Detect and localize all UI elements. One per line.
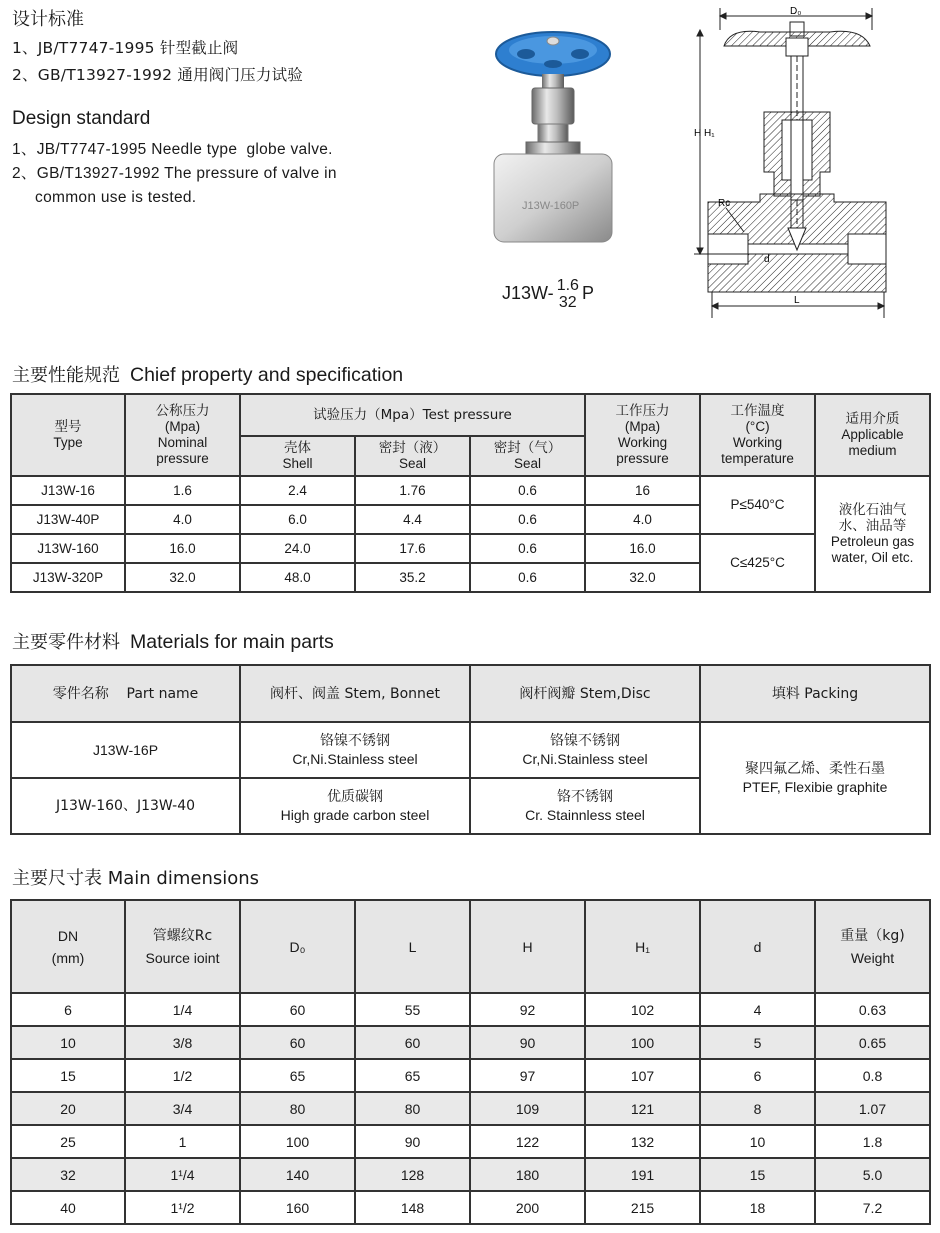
cell-d0: 80 [240,1092,355,1125]
spec-heading-cn: 主要性能规范 [12,365,120,386]
dimensions-table [10,899,931,1225]
cell-dn: 25 [11,1125,125,1158]
hdr-stem-bonnet: 阀杆、阀盖 Stem, Bonnet [240,665,470,722]
cell-rc: 1¹/2 [125,1191,240,1224]
cell-h1: 102 [585,993,700,1026]
cell-working: 32.0 [585,563,700,592]
design-standard-en-title: Design standard [12,108,151,129]
cell-type: J13W-40P [11,505,125,534]
cell-d0: 65 [240,1059,355,1092]
valve-body [494,154,612,242]
cell-rc: 1 [125,1125,240,1158]
valve-cross-section-drawing [690,2,890,320]
dim-label-d0: D₀ [790,6,802,17]
cell-type: J13W-320P [11,563,125,592]
cell-nominal: 16.0 [125,534,240,563]
hdr-l: L [355,900,470,993]
model-num: 1.6 [556,277,579,294]
standard-en-item-1: 1、JB/T7747-1995 Needle type globe valve. [12,141,333,158]
cell-h: 122 [470,1125,585,1158]
materials-heading-cn: 主要零件材料 [12,632,120,653]
hdr-dn: DN (mm) [11,900,125,993]
cell-rc: 3/8 [125,1026,240,1059]
cell-dn: 20 [11,1092,125,1125]
cell-d: 10 [700,1125,815,1158]
cell-type: J13W-16 [11,476,125,505]
cell-type: J13W-160 [11,534,125,563]
table-row [11,1092,930,1125]
hdr-stem-disc: 阀杆阀瓣 Stem,Disc [470,665,700,722]
table-row [11,1125,930,1158]
cell-d: 18 [700,1191,815,1224]
handwheel [496,32,610,76]
table-row [11,1059,930,1092]
cell-weight: 0.65 [815,1026,930,1059]
cell-l: 65 [355,1059,470,1092]
dim-label-h1: H₁ [704,128,715,139]
cell-dn: 10 [11,1026,125,1059]
cell-weight: 0.8 [815,1059,930,1092]
cell-d0: 160 [240,1191,355,1224]
cell-l: 128 [355,1158,470,1191]
cell-weight: 5.0 [815,1158,930,1191]
cell-d0: 60 [240,993,355,1026]
standard-en-item-3: common use is tested. [12,189,197,206]
hdr-working-temp: 工作温度 (°C) Working temperature [700,394,815,476]
cell-d0: 60 [240,1026,355,1059]
body-stamp: J13W-160P [522,200,580,212]
cell-l: 55 [355,993,470,1026]
materials-heading-en: Materials for main parts [130,631,334,653]
materials-table [10,664,931,835]
cell-medium: 液化石油气 水、油品等 Petroleun gas water, Oil etc. [815,476,930,592]
cell-d0: 140 [240,1158,355,1191]
cell-nominal: 32.0 [125,563,240,592]
cell-shell: 24.0 [240,534,355,563]
hdr-h: H [470,900,585,993]
cell-packing: 聚四氟乙烯、柔性石墨 PTEF, Flexibie graphite [700,722,930,834]
table-row [11,1026,930,1059]
cell-h: 97 [470,1059,585,1092]
hdr-d: d [700,900,815,993]
dim-label-rc: Rc [718,198,731,209]
cell-l: 80 [355,1092,470,1125]
dim-label-l: L [794,295,800,306]
cell-weight: 1.8 [815,1125,930,1158]
cell-rc: 1/2 [125,1059,240,1092]
dimensions-body [11,993,930,1224]
cell-seal-gas: 0.6 [470,563,585,592]
cell-shell: 2.4 [240,476,355,505]
hdr-shell: 壳体 Shell [240,436,355,476]
hdr-medium: 适用介质 Applicable medium [815,394,930,476]
hdr-rc: 管螺纹Rc Source ioint [125,900,240,993]
table-row [11,476,930,505]
cell-seal-liquid: 1.76 [355,476,470,505]
cell-d: 15 [700,1158,815,1191]
model-suffix: P [581,282,594,303]
cell-weight: 1.07 [815,1092,930,1125]
standard-cn-item-2: 2、GB/T13927-1992 通用阀门压力试验 [12,66,303,84]
cell-dn: 32 [11,1158,125,1191]
cell-seal-gas: 0.6 [470,505,585,534]
model-prefix: J13W- [502,282,554,303]
cell-part: J13W-16P [11,722,240,778]
hdr-weight: 重量（kg) Weight [815,900,930,993]
dimensions-heading: 主要尺寸表 Main dimensions [12,868,260,889]
cell-dn: 6 [11,993,125,1026]
design-standard-cn-title: 设计标准 [12,9,84,30]
cell-h1: 191 [585,1158,700,1191]
cell-seal-gas: 0.6 [470,534,585,563]
cell-h1: 132 [585,1125,700,1158]
spec-heading [12,361,403,387]
cell-weight: 7.2 [815,1191,930,1224]
table-row [11,722,930,778]
hdr-working-pressure: 工作压力 (Mpa) Working pressure [585,394,700,476]
cell-d0: 100 [240,1125,355,1158]
model-fraction [557,277,579,311]
cell-l: 60 [355,1026,470,1059]
cell-dn: 40 [11,1191,125,1224]
hdr-seal-gas: 密封（气） Seal [470,436,585,476]
cell-shell: 48.0 [240,563,355,592]
table-row [11,1191,930,1224]
cell-d: 5 [700,1026,815,1059]
hdr-d0: D₀ [240,900,355,993]
cell-h: 92 [470,993,585,1026]
cell-seal-liquid: 4.4 [355,505,470,534]
cell-d: 6 [700,1059,815,1092]
cell-d: 8 [700,1092,815,1125]
cell-shell: 6.0 [240,505,355,534]
cell-part: J13W-160、J13W-40 [11,778,240,834]
spec-table [10,393,931,593]
cell-working: 16.0 [585,534,700,563]
table-row [11,1158,930,1191]
cell-h1: 100 [585,1026,700,1059]
standard-cn-item-1: 1、JB/T7747-1995 针型截止阀 [12,39,239,57]
cell-weight: 0.63 [815,993,930,1026]
hdr-part-name: 零件名称 Part name [11,665,240,722]
dim-label-d: d [764,254,770,265]
model-label [502,277,594,311]
model-den: 32 [558,294,577,311]
cell-d: 4 [700,993,815,1026]
cell-nominal: 4.0 [125,505,240,534]
cell-h: 90 [470,1026,585,1059]
hdr-type: 型号 Type [11,394,125,476]
cell-h: 109 [470,1092,585,1125]
cell-l: 90 [355,1125,470,1158]
hdr-seal-liquid: 密封（液） Seal [355,436,470,476]
table-row [11,534,930,563]
cell-working: 4.0 [585,505,700,534]
dim-label-h: H [694,128,702,139]
materials-heading [12,628,334,654]
cell-seal-gas: 0.6 [470,476,585,505]
needle-valve-photo [488,28,618,248]
cell-rc: 3/4 [125,1092,240,1125]
cell-stem-disc: 铬镍不锈钢 Cr,Ni.Stainless steel [470,722,700,778]
spec-heading-en: Chief property and specification [130,364,404,386]
cell-h: 180 [470,1158,585,1191]
cell-stem-bonnet: 优质碳钢 High grade carbon steel [240,778,470,834]
cell-seal-liquid: 17.6 [355,534,470,563]
cell-temp-c: C≤425°C [700,534,815,592]
table-row [11,993,930,1026]
cell-temp-p: P≤540°C [700,476,815,534]
cell-stem-disc: 铬不锈钢 Cr. Stainnless steel [470,778,700,834]
hdr-packing: 填料 Packing [700,665,930,722]
cell-h1: 107 [585,1059,700,1092]
cell-h: 200 [470,1191,585,1224]
cell-seal-liquid: 35.2 [355,563,470,592]
cell-h1: 121 [585,1092,700,1125]
cell-rc: 1/4 [125,993,240,1026]
cell-nominal: 1.6 [125,476,240,505]
standard-en-item-2: 2、GB/T13927-1992 The pressure of valve in [12,165,337,182]
cell-stem-bonnet: 铬镍不锈钢 Cr,Ni.Stainless steel [240,722,470,778]
hdr-h1: H₁ [585,900,700,993]
hdr-nominal: 公称压力 (Mpa) Nominal pressure [125,394,240,476]
cell-rc: 1¹/4 [125,1158,240,1191]
hdr-test-pressure: 试验压力（Mpa）Test pressure [240,394,585,436]
cell-l: 148 [355,1191,470,1224]
cell-h1: 215 [585,1191,700,1224]
cell-working: 16 [585,476,700,505]
cell-dn: 15 [11,1059,125,1092]
